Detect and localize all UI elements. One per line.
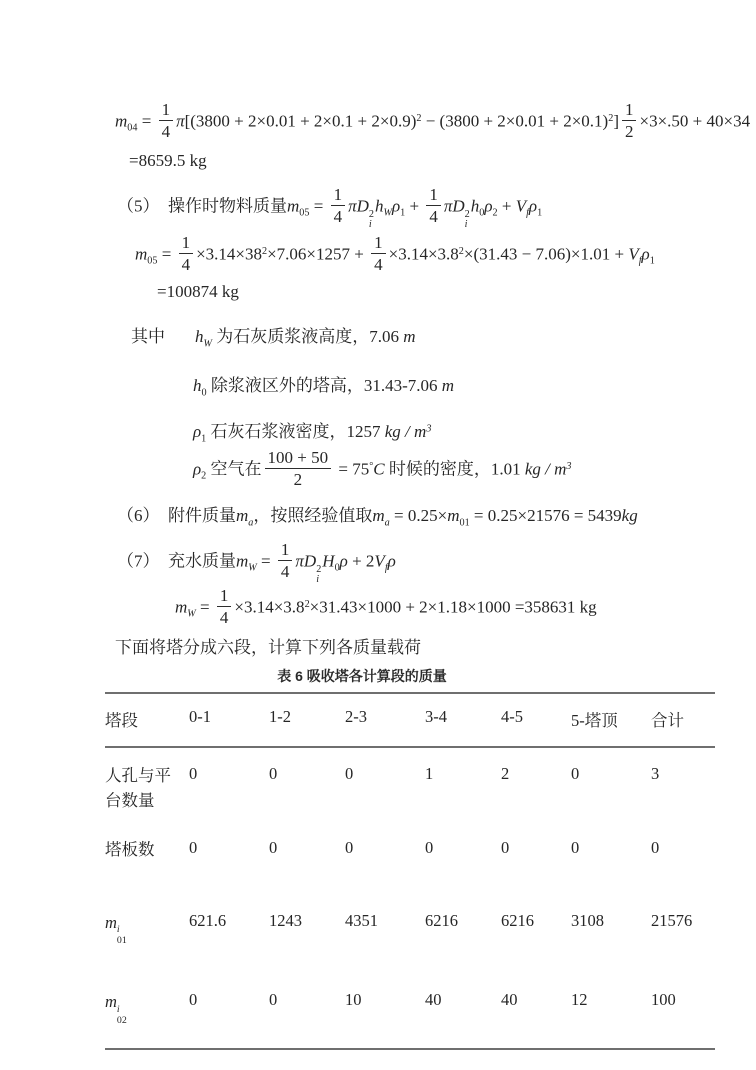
table-row [105, 962, 715, 1049]
table-cell: 0 [189, 990, 198, 1010]
where-hw-line [131, 322, 708, 349]
sup-sub-stack: 2 i [464, 208, 470, 231]
table-header-cell: 合计 [651, 711, 684, 731]
table-cell: 40 [425, 990, 442, 1010]
table-cell: 0 [189, 837, 198, 857]
table-cell: 3108 [571, 910, 604, 930]
fraction: $\frac{1}{4}$ [278, 540, 293, 581]
table-cell: 6216 [501, 910, 534, 930]
where-rho1-definition: $\rho_1$ 石灰石浆液密度，1257 kg / $m^3$ [193, 421, 432, 444]
where-rho2-definition: $\rho_2$ 空气在 $\frac{100 + 50}{2}$ = 75°C 时候的密度，1.01 kg / $m^3$ [193, 447, 572, 489]
row-label: m i 02 [105, 992, 127, 1026]
fraction: $\frac{1}{4}$ [217, 586, 232, 627]
table-cell: 100 [651, 990, 676, 1010]
row-label: m i 01 [105, 912, 127, 946]
item-7-heading-formula: （7） 充水质量$m_W$ = $\frac{1}{4}$ πD 2 i $H_0\rho + 2V_f\rho$ [117, 540, 396, 586]
formula-m04: $m_{04}$ = $\frac{1}{4}$ $\pi[(3800 + 2\times 0.01 + 2\times 0.1 + 2\times 0.9)^2 - (3800 + 2\times 0.01 + 2\times 0.1)^2]$ $\frac{1}{2}$ ×3×.50 + 40×34 [115, 100, 751, 142]
table-cell: 12 [571, 990, 588, 1010]
table-row [105, 877, 715, 963]
table-cell: 0 [571, 837, 580, 857]
where-word: 其中 [131, 327, 165, 347]
table-cell: 3 [651, 764, 660, 784]
table-header-cell: 5-塔顶 [571, 711, 618, 731]
table-cell: 6216 [425, 910, 458, 930]
table-cell: 4351 [345, 910, 378, 930]
table-cell: 0 [425, 837, 434, 857]
item-6-line: （6） 附件质量$m_a$，按照经验值取$m_a = 0.25\times m_{01} = 0.25\times 21576 = 5439kg$ [117, 505, 638, 529]
closing-paragraph: 下面将塔分成六段，计算下列各质量载荷 [115, 638, 421, 658]
table-cell: 0 [269, 990, 278, 1010]
formula-m05-result: =100874 kg [157, 282, 239, 302]
item-5-heading-formula: （5） 操作时物料质量$m_{05}$ = $\frac{1}{4}$ πD 2 i $h_W\rho_1$ + $\frac{1}{4}$ πD 2 i $h_0\rho_2 + V_f\rho_1$ [117, 185, 543, 231]
fraction: $\frac{1}{4}$ [179, 233, 194, 274]
table-cell: 40 [501, 990, 518, 1010]
table-cell: 0 [345, 837, 354, 857]
fraction: $\frac{1}{2}$ [622, 100, 637, 141]
table-header-cell: 1-2 [269, 707, 291, 727]
where-hw-definition: $h_W$ 为石灰质浆液高度，7.06 m [195, 327, 416, 350]
table-cell: 0 [501, 837, 510, 857]
table-title: 表 6 吸收塔各计算段的质量 [277, 668, 447, 685]
table-header-cell: 4-5 [501, 707, 523, 727]
table-row [105, 824, 715, 877]
mass-table [105, 692, 715, 1050]
table-cell: 2 [501, 764, 510, 784]
fraction: $\frac{1}{4}$ [426, 185, 441, 226]
row-label: 人孔与平台数量 [105, 766, 171, 810]
fraction: $\frac{100 + 50}{2}$ [265, 448, 332, 489]
table-cell: 21576 [651, 910, 693, 930]
table-cell: 621.6 [189, 910, 227, 930]
table-cell: 0 [571, 764, 580, 784]
table-cell: 1243 [269, 910, 302, 930]
fraction: $\frac{1}{4}$ [371, 233, 386, 274]
mass-table-body [105, 747, 715, 1049]
sup-sub-stack: i 02 [116, 1004, 127, 1026]
sup-sub-stack: 2 i [316, 563, 322, 586]
sup-sub-stack: i 01 [116, 924, 127, 946]
formula-m05-calc: $m_{05}$ = $\frac{1}{4}$ $\times 3.14\times 38^2\times 7.06\times 1257$ + $\frac{1}{4}$ $\times 3.14\times 3.8^2\times(31.43 - 7.06)\times 1.01 + V_f\rho_1$ [135, 233, 655, 275]
table-header-cell: 塔段 [105, 711, 138, 731]
mass-table-head-row [105, 693, 715, 747]
table-cell: 0 [269, 837, 278, 857]
fraction: $\frac{1}{4}$ [331, 185, 346, 226]
table-header-cell: 2-3 [345, 707, 367, 727]
table-cell: 0 [651, 837, 660, 857]
table-cell: 1 [425, 764, 434, 784]
table-cell: 0 [189, 764, 198, 784]
table-header-cell: 0-1 [189, 707, 211, 727]
sup-sub-stack: 2 i [368, 208, 374, 231]
fraction: $\frac{1}{4}$ [159, 100, 174, 141]
table-cell: 10 [345, 990, 362, 1010]
table-row [105, 747, 715, 824]
formula-mw-calc: $m_W$ = $\frac{1}{4}$ $\times 3.14\times 3.8^2\times 31.43\times 1000 + 2\times 1.18\times 1000 =358631$ kg [175, 586, 597, 628]
formula-m04-result: =8659.5 kg [129, 151, 207, 171]
table-cell: 0 [269, 764, 278, 784]
where-h0-definition: $h_0$ 除浆液区外的塔高，31.43-7.06 m [193, 376, 455, 399]
table-header-cell: 3-4 [425, 707, 447, 727]
table-cell: 0 [345, 764, 354, 784]
row-label: 塔板数 [105, 839, 155, 859]
